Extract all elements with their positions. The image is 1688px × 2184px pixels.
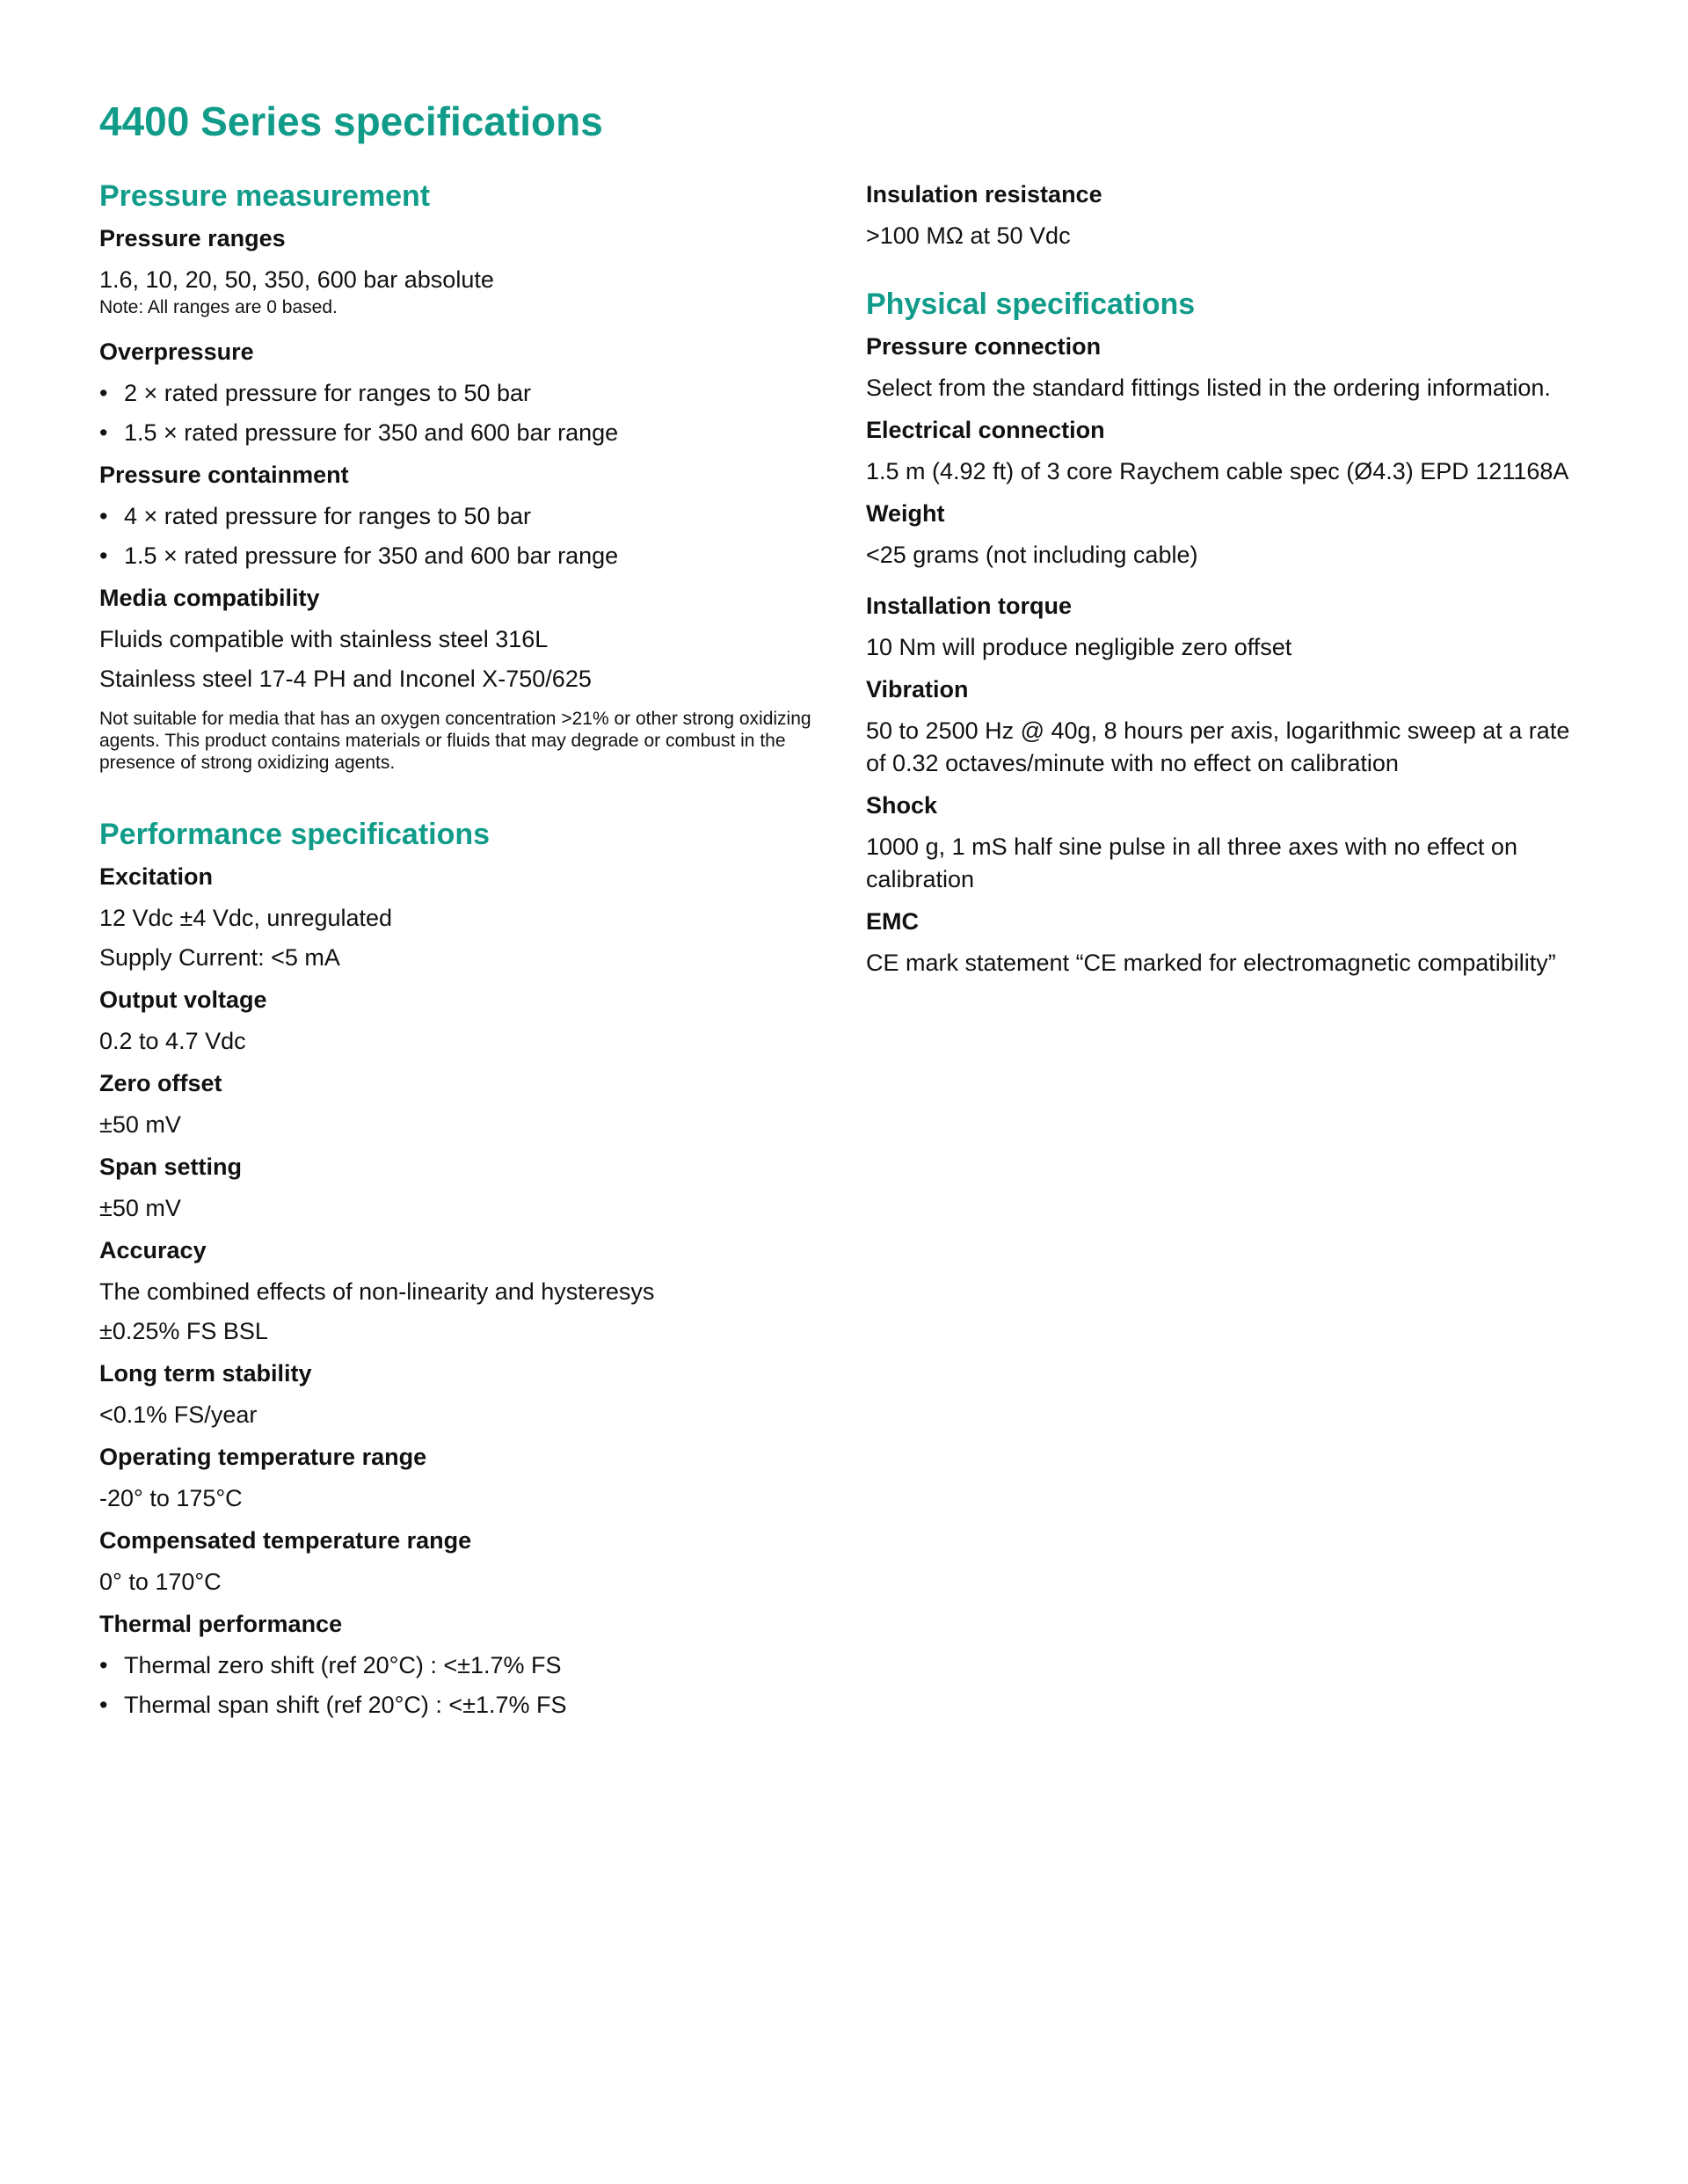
span-setting-value: ±50 mV <box>99 1195 181 1221</box>
left-column <box>99 176 820 1729</box>
span-setting-label: Span setting <box>99 1154 243 1180</box>
excitation-line: Supply Current: <5 mA <box>99 944 340 971</box>
insulation-resistance-label: Insulation resistance <box>866 181 1102 207</box>
pressure-measurement-heading: Pressure measurement <box>99 179 431 213</box>
electrical-connection-value: 1.5 m (4.92 ft) of 3 core Raychem cable spec (Ø4.3) EPD 121168A <box>866 458 1569 484</box>
pressure-ranges-note: Note: All ranges are 0 based. <box>99 297 338 317</box>
list-item: • Thermal span shift (ref 20°C) : <±1.7% FS <box>99 1689 820 1729</box>
installation-torque-value: 10 Nm will produce negligible zero offset <box>866 634 1292 660</box>
long-term-stability-label: Long term stability <box>99 1360 312 1387</box>
excitation-line: 12 Vdc ±4 Vdc, unregulated <box>99 905 393 931</box>
page-title: 4400 Series specifications <box>99 98 603 144</box>
right-column <box>866 176 1587 986</box>
pressure-ranges-label: Pressure ranges <box>99 225 286 251</box>
accuracy-line: The combined effects of non-linearity and hysteresys <box>99 1278 655 1305</box>
overpressure-list <box>99 377 820 456</box>
installation-torque-label: Installation torque <box>866 593 1073 619</box>
accuracy-line: ±0.25% FS BSL <box>99 1318 268 1344</box>
overpressure-label: Overpressure <box>99 339 254 365</box>
media-compatibility-label: Media compatibility <box>99 585 320 611</box>
output-voltage-label: Output voltage <box>99 986 267 1013</box>
list-item: • 2 × rated pressure for ranges to 50 bar <box>99 377 820 417</box>
pressure-connection-value: Select from the standard fittings listed in the ordering information. <box>866 375 1551 401</box>
pressure-connection-label: Pressure connection <box>866 333 1102 360</box>
list-item: • 1.5 × rated pressure for 350 and 600 bar range <box>99 540 820 579</box>
pressure-ranges-value: 1.6, 10, 20, 50, 350, 600 bar absolute <box>99 266 494 293</box>
media-compatibility-line: Fluids compatible with stainless steel 316L <box>99 626 549 652</box>
accuracy-label: Accuracy <box>99 1237 207 1263</box>
operating-temperature-label: Operating temperature range <box>99 1444 427 1470</box>
long-term-stability-value: <0.1% FS/year <box>99 1401 258 1428</box>
electrical-connection-label: Electrical connection <box>866 417 1105 443</box>
vibration-label: Vibration <box>866 676 969 703</box>
compensated-temperature-label: Compensated temperature range <box>99 1527 472 1554</box>
performance-heading: Performance specifications <box>99 818 491 851</box>
vibration-value: 50 to 2500 Hz @ 40g, 8 hours per axis, logarithmic sweep at a rate of 0.32 octaves/minute with no effect on calibration <box>866 717 1570 776</box>
operating-temperature-value: -20° to 175°C <box>99 1485 243 1511</box>
zero-offset-value: ±50 mV <box>99 1111 181 1138</box>
emc-value: CE mark statement “CE marked for electromagnetic compatibility” <box>866 950 1556 976</box>
physical-heading: Physical specifications <box>866 288 1196 321</box>
output-voltage-value: 0.2 to 4.7 Vdc <box>99 1028 246 1054</box>
compensated-temperature-value: 0° to 170°C <box>99 1569 222 1595</box>
list-item: • Thermal zero shift (ref 20°C) : <±1.7% FS <box>99 1649 820 1689</box>
media-compatibility-note: Not suitable for media that has an oxygen concentration >21% or other strong oxidizing agents. This product contains materials or fluids that may degrade or combust in the presence of strong oxidizing agents. <box>99 709 811 773</box>
zero-offset-label: Zero offset <box>99 1070 222 1096</box>
shock-value: 1000 g, 1 mS half sine pulse in all three axes with no effect on calibration <box>866 834 1517 892</box>
pressure-containment-list <box>99 500 820 579</box>
thermal-performance-label: Thermal performance <box>99 1611 343 1637</box>
list-item: • 4 × rated pressure for ranges to 50 bar <box>99 500 820 540</box>
shock-label: Shock <box>866 792 938 819</box>
weight-label: Weight <box>866 500 945 527</box>
insulation-resistance-value: >100 MΩ at 50 Vdc <box>866 222 1071 249</box>
excitation-label: Excitation <box>99 863 214 890</box>
pressure-containment-label: Pressure containment <box>99 462 349 488</box>
emc-label: EMC <box>866 908 919 935</box>
thermal-performance-list <box>99 1649 820 1729</box>
list-item: • 1.5 × rated pressure for 350 and 600 bar range <box>99 417 820 456</box>
weight-value: <25 grams (not including cable) <box>866 542 1198 568</box>
media-compatibility-line: Stainless steel 17-4 PH and Inconel X-750/625 <box>99 666 592 692</box>
